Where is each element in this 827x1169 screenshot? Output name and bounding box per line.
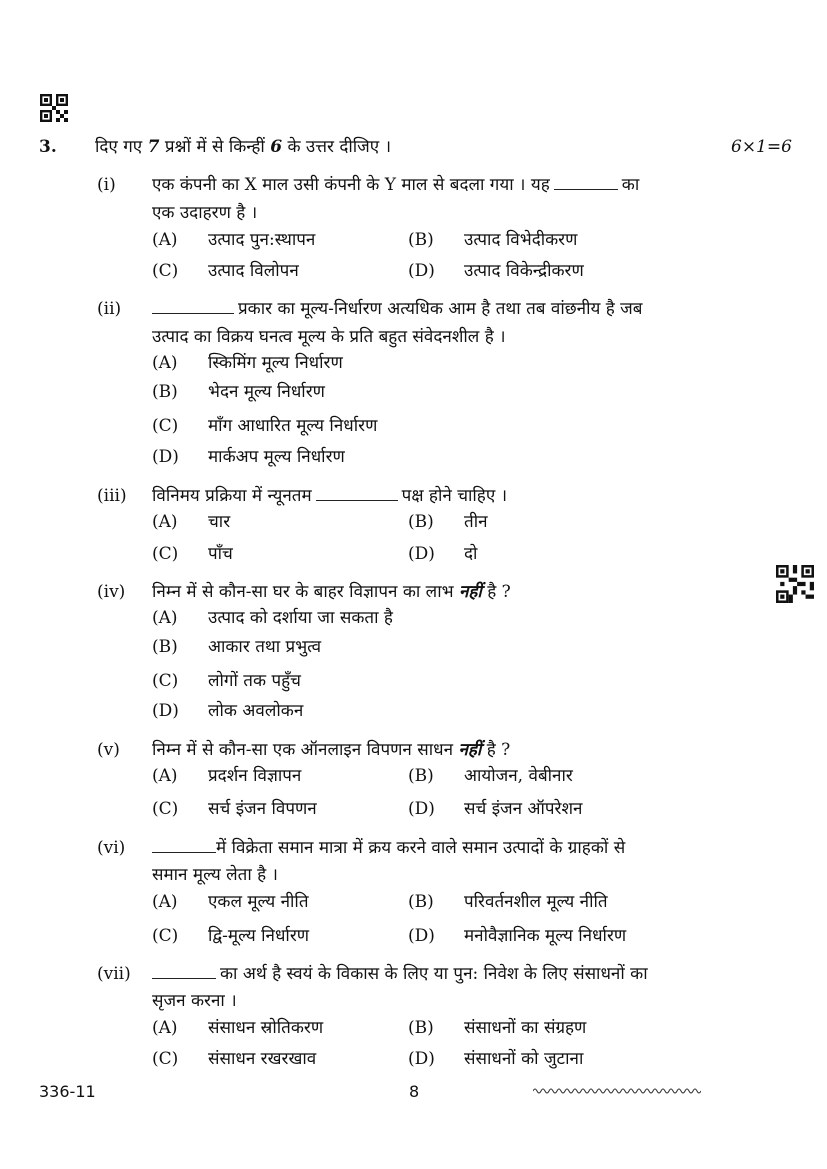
option-text: उत्पाद पुन:स्थापन xyxy=(208,230,316,250)
option-key: (A) xyxy=(152,512,178,532)
option-key: (B) xyxy=(408,512,434,532)
option-key: (A) xyxy=(152,608,178,628)
qr-code-right xyxy=(776,565,814,603)
sub-ii-line2: उत्पाद का विक्रय घनत्व मूल्य के प्रति बहुत संवेदनशील है । xyxy=(152,327,506,347)
question-number: 3. xyxy=(39,137,57,157)
option-key: (B) xyxy=(408,230,434,250)
option-text: संसाधनों को जुटाना xyxy=(464,1049,584,1069)
sub-vi-line2: समान मूल्य लेता है । xyxy=(152,865,278,885)
option-text: संसाधन स्रोतिकरण xyxy=(208,1018,324,1038)
answer-blank xyxy=(554,188,618,190)
option-text: तीन xyxy=(464,512,488,532)
sub-label-iv: (iv) xyxy=(97,582,126,602)
option-text: उत्पाद विलोपन xyxy=(208,261,299,281)
sub-vi-line1: में विक्रेता समान मात्रा में क्रय करने वाले समान उत्पादों के ग्राहकों से xyxy=(152,837,625,859)
option-text: सर्च इंजन ऑपरेशन xyxy=(464,799,583,819)
option-key: (A) xyxy=(152,892,178,912)
option-text: पाँच xyxy=(208,544,233,564)
answer-blank xyxy=(152,851,216,853)
question-marks: 6×1=6 xyxy=(731,137,792,157)
option-text: उत्पाद को दर्शाया जा सकता है xyxy=(208,608,393,628)
option-key: (A) xyxy=(152,230,178,250)
answer-blank xyxy=(152,977,216,979)
option-text: उत्पाद विकेन्द्रीकरण xyxy=(464,261,584,281)
sub-i-line1: एक कंपनी का X माल उसी कंपनी के Y माल से बदला गया । यह का xyxy=(152,175,640,195)
sub-vii-line2: सृजन करना । xyxy=(152,991,237,1011)
sub-label-ii: (ii) xyxy=(97,299,122,319)
sub-ii-line1: प्रकार का मूल्य-निर्धारण अत्यधिक आम है तथा तब वांछनीय है जब xyxy=(152,298,643,320)
option-text: स्किमिंग मूल्य निर्धारण xyxy=(208,353,343,373)
option-text: आकार तथा प्रभुत्व xyxy=(208,637,322,657)
option-key: (C) xyxy=(152,1049,179,1069)
option-text: चार xyxy=(208,512,231,532)
option-text: दो xyxy=(464,544,478,564)
option-key: (C) xyxy=(152,261,179,281)
option-text: आयोजन, वेबीनार xyxy=(464,766,573,786)
option-text: मनोवैज्ञानिक मूल्य निर्धारण xyxy=(464,926,627,946)
option-key: (D) xyxy=(408,799,435,819)
option-text: सर्च इंजन विपणन xyxy=(208,799,317,819)
qr-code-top-left xyxy=(40,94,68,122)
option-text: उत्पाद विभेदीकरण xyxy=(464,230,578,250)
option-key: (B) xyxy=(408,892,434,912)
option-key: (B) xyxy=(152,637,178,657)
option-text: संसाधन रखरखाव xyxy=(208,1049,317,1069)
answer-blank xyxy=(152,312,234,314)
option-text: द्वि-मूल्य निर्धारण xyxy=(208,926,310,946)
option-text: संसाधनों का संग्रहण xyxy=(464,1018,587,1038)
option-key: (A) xyxy=(152,1018,178,1038)
option-key: (D) xyxy=(408,926,435,946)
sub-iv-line1: निम्न में से कौन-सा घर के बाहर विज्ञापन का लाभ नहीं है ? xyxy=(152,582,511,602)
option-key: (D) xyxy=(408,1049,435,1069)
option-text: परिवर्तनशील मूल्य नीति xyxy=(464,892,608,912)
sub-i-line2: एक उदाहरण है । xyxy=(152,203,258,223)
option-key: (C) xyxy=(152,416,179,436)
option-text: एकल मूल्य नीति xyxy=(208,892,309,912)
sub-label-v: (v) xyxy=(97,740,120,760)
option-key: (B) xyxy=(152,382,178,402)
option-text: मार्कअप मूल्य निर्धारण xyxy=(208,447,345,467)
option-key: (D) xyxy=(152,701,179,721)
question-instruction: दिए गए 7 प्रश्नों में से किन्हीं 6 के उत्तर दीजिए । xyxy=(95,137,392,157)
option-key: (B) xyxy=(408,1018,434,1038)
option-key: (B) xyxy=(408,766,434,786)
option-key: (A) xyxy=(152,353,178,373)
page-number: 8 xyxy=(409,1082,420,1101)
sub-label-i: (i) xyxy=(97,175,116,195)
sub-v-line1: निम्न में से कौन-सा एक ऑनलाइन विपणन साधन नहीं है ? xyxy=(152,740,511,760)
option-key: (D) xyxy=(408,544,435,564)
option-key: (D) xyxy=(408,261,435,281)
option-key: (C) xyxy=(152,544,179,564)
sub-label-vii: (vii) xyxy=(97,964,131,984)
paper-code: 336-11 xyxy=(39,1082,96,1101)
option-key: (C) xyxy=(152,799,179,819)
option-text: भेदन मूल्य निर्धारण xyxy=(208,382,325,402)
sub-label-vi: (vi) xyxy=(97,838,126,858)
option-text: लोगों तक पहुँच xyxy=(208,671,301,691)
sub-iii-line1: विनिमय प्रक्रिया में न्यूनतम पक्ष होने चाहिए । xyxy=(152,486,508,506)
option-key: (C) xyxy=(152,671,179,691)
wavy-line-decoration xyxy=(533,1087,701,1095)
answer-blank xyxy=(316,499,398,501)
option-text: लोक अवलोकन xyxy=(208,701,304,721)
option-text: माँग आधारित मूल्य निर्धारण xyxy=(208,416,378,436)
option-key: (D) xyxy=(152,447,179,467)
option-text: प्रदर्शन विज्ञापन xyxy=(208,766,302,786)
option-key: (C) xyxy=(152,926,179,946)
sub-label-iii: (iii) xyxy=(97,486,127,506)
option-key: (A) xyxy=(152,766,178,786)
sub-vii-line1: का अर्थ है स्वयं के विकास के लिए या पुन: निवेश के लिए संसाधनों का xyxy=(152,963,648,985)
